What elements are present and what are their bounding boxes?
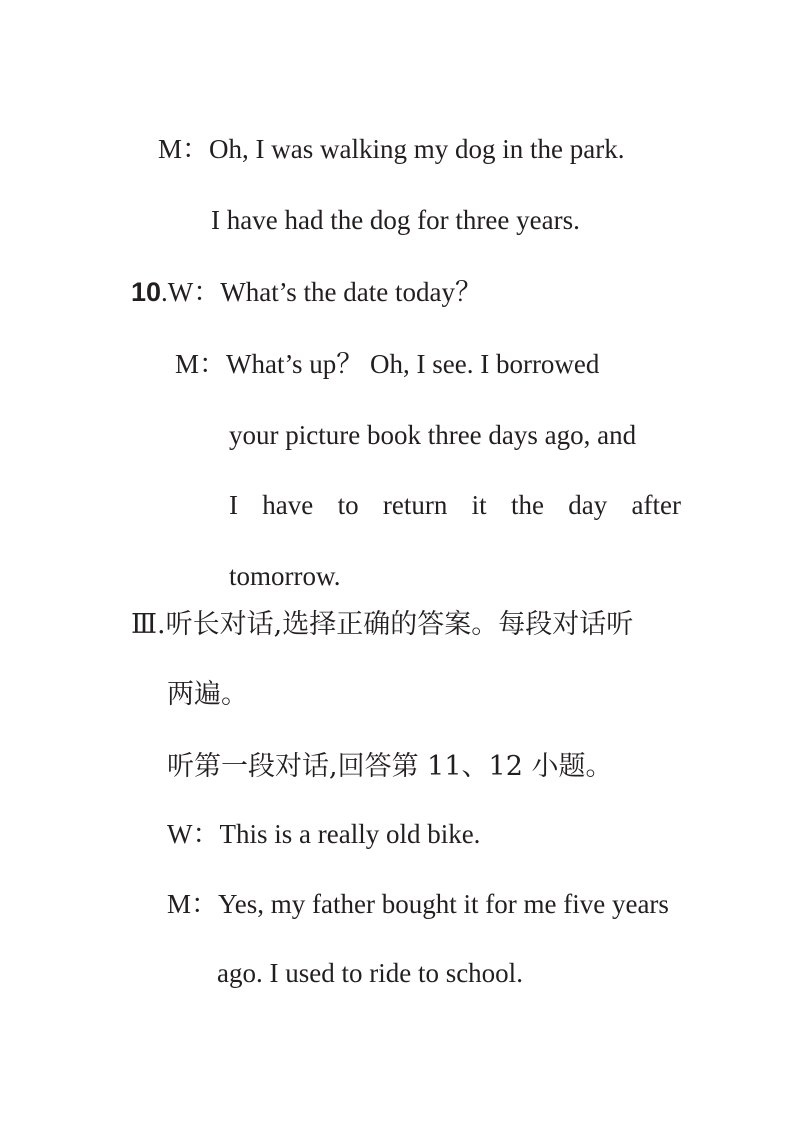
section-title-cont: 两遍。 [167,679,248,710]
word: it [471,490,487,520]
dialogue-text: I have had the dog for three years. [211,205,580,235]
dialogue-text: tomorrow. [229,561,341,591]
dialogue-continuation [217,960,523,987]
word: the [510,490,544,520]
word: after [631,490,681,520]
speaker-label: M： [167,889,219,919]
section-numeral: Ⅲ [131,609,158,640]
question-dot: . [161,277,168,307]
dialogue-text: your picture book three days ago, and [229,420,637,450]
word: day [568,490,608,520]
word: to [337,490,359,520]
section-title: .听长对话,选择正确的答案。每段对话听 [157,609,634,640]
question-number: 10 [131,277,162,307]
speaker-m-line [167,891,669,918]
speaker-m-line [158,136,624,163]
dialogue-text: What’s the date today？ [220,277,482,307]
dialogue-text: Yes, my father bought it for me five years [218,889,669,919]
dialogue-continuation-justified [229,492,681,519]
speaker-label: W： [167,277,221,307]
word: return [382,490,448,520]
speaker-label: M： [158,134,210,164]
speaker-m-line [175,351,599,378]
dialogue-continuation [229,563,340,590]
dialogue-text: This is a really old bike. [219,819,481,849]
speaker-label: W： [167,819,220,849]
dialogue-instruction: 听第一段对话,回答第 11、12 小题。 [167,751,613,782]
word: I [229,490,238,520]
dialogue-continuation [229,422,636,449]
speaker-label: M： [175,349,227,379]
word: have [262,490,314,520]
section-heading [131,611,633,638]
dialogue-text: What’s up？ Oh, I see. I borrowed [226,349,600,379]
dialogue-heading [167,753,612,780]
question-10-line [131,279,482,306]
dialogue-text: Oh, I was walking my dog in the park. [209,134,625,164]
dialogue-continuation [211,207,580,234]
speaker-w-line [167,821,480,848]
dialogue-text: ago. I used to ride to school. [217,958,523,988]
section-heading-continuation [167,681,248,708]
